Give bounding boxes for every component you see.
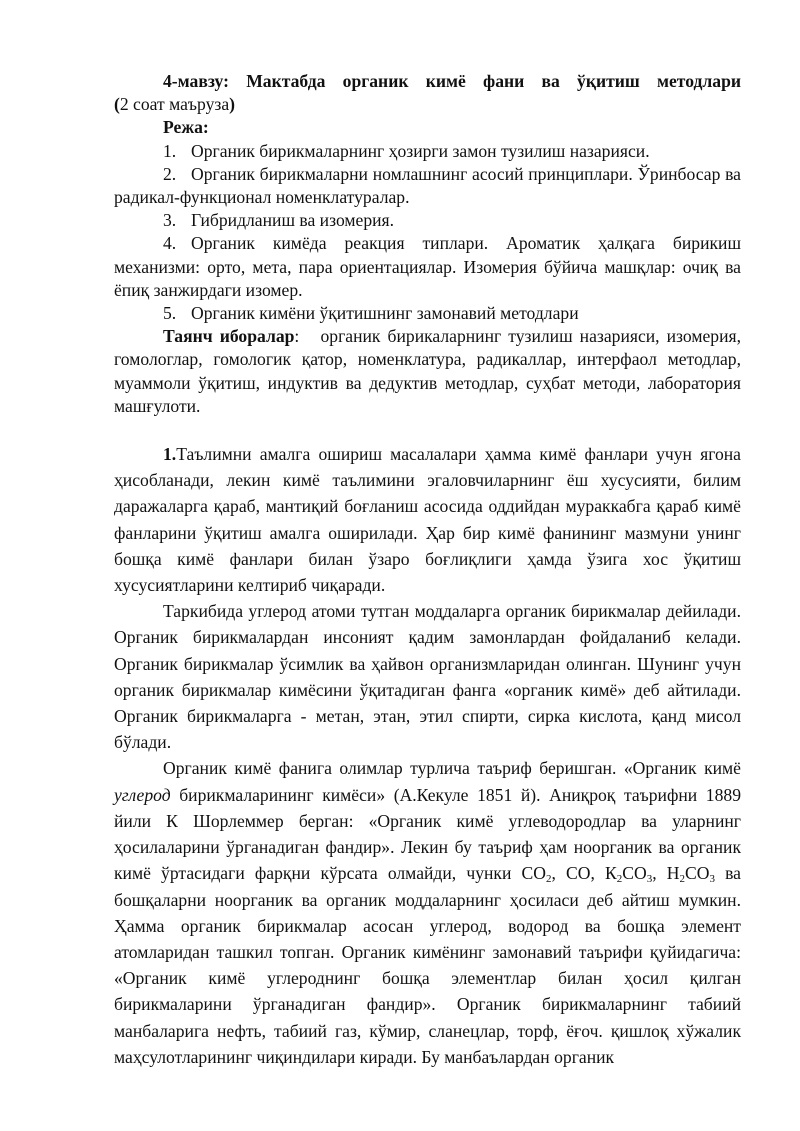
document-page — [114, 70, 741, 1070]
plan-item-3 — [114, 209, 741, 232]
paragraph-text: ва бошқаларни ноорганик ва органик моддаларнинг ҳосиласи деб айтиш мумкин. Ҳамма органик бирикмалар асосан углерод, водород ва бошқа элемент атомларидан ташкил топган. Органик кимёнинг замонавий таърифи қуйидагича: «Органик кимё углероднинг бошқа элементлар билан ҳосил қилган бирикмаларини ўрганадиган фандир». Органик бирикмаларнинг табиий манбаларига нефть, табиий газ, кўмир, сланецлар, торф, ёғоч. қишлоқ хўжалик маҳсулотларининг чиқиндилари киради. Бу манбаълардан органик — [114, 863, 741, 1067]
paragraph-text: СО — [622, 863, 647, 884]
plan-item-text: Органик бирикмаларни номлашнинг асосий принциплари. Ўринбосар ва радикал-функционал номенклатуралар. — [114, 163, 741, 208]
plan-item-text: Органик кимёда реакция типлари. Ароматик ҳалқага бирикиш механизми: орто, мета, пара ориентациялар. Изомерия бўйича машқлар: очиқ ва ёпиқ занжирдаги изомер. — [114, 233, 741, 300]
lecture-hours — [114, 93, 741, 116]
topic-title — [114, 70, 741, 93]
keywords-label: Таянч иборалар — [163, 326, 295, 347]
hours-text: 2 соат маъруза — [119, 94, 230, 115]
subscript: 3 — [646, 873, 653, 886]
plan-item-number: 5. — [163, 303, 177, 324]
plan-item-number: 3. — [163, 210, 177, 231]
plan-item-4 — [114, 232, 741, 302]
hours-open-paren: ( — [114, 94, 120, 115]
body-paragraph-1 — [114, 441, 741, 598]
paragraph-text: Органик кимё фанига олимлар турлича таъриф беришган. «Органик кимё — [163, 758, 741, 779]
body-paragraph-2: Таркибида углерод атоми тутган моддаларга органик бирикмалар дейилади. Органик бирикмалардан инсоният қадим замонлардан фойдаланиб келади. Органик бирикмалар ўсимлик ва ҳайвон организмларидан олинган. Шунинг учун органик бирикмалар кимёсини ўқитадиган фанга «органик кимё» деб айтилади. Органик бирикмаларга - метан, этан, этил спирти, сирка кислота, қанд мисол бўлади. — [114, 601, 741, 753]
paragraph-text: бирикмаларининг кимёси» (А.Кекуле 1851 й). Аниқроқ таърифни 1889 йили К Шорлеммер берган: «Органик кимё углеводородлар ва уларнинг ҳосилаларини ўрганадиган фандир». Лекин бу таъриф ҳам ноорганик ва органик кимё ўртасидаги фарқни кўрсата олмайди, чунки СО — [114, 784, 741, 884]
plan-item-number: 2. — [163, 163, 177, 184]
keywords-colon: : — [294, 326, 300, 347]
body-text — [114, 441, 741, 1070]
plan-item-1 — [114, 140, 741, 163]
keywords-paragraph — [114, 325, 741, 418]
hours-close-paren: ) — [229, 94, 236, 115]
plan-item-text: Органик бирикмаларнинг ҳозирги замон тузилиш назарияси. — [191, 140, 650, 161]
section-gap — [114, 418, 741, 441]
subscript: 2 — [616, 873, 623, 886]
plan-item-text: Органик кимёни ўқитишнинг замонавий методлари — [191, 303, 579, 324]
paragraph-text: СО — [684, 863, 710, 884]
subscript: 3 — [709, 873, 715, 886]
subscript: 2 — [545, 873, 552, 886]
topic-title-text: 4-мавзу: Мактабда органик кимё фани ва ўқитиш методлари — [163, 71, 741, 91]
plan-item-number: 4. — [163, 233, 177, 254]
paragraph-text: , СО, К — [551, 863, 617, 884]
paragraph-text: Таълимни амалга ошириш масалалари ҳамма кимё фанлари учун ягона ҳисобланади, лекин кимё таълимини эгаловчиларнинг ёш хусусияти, билим даражаларга қараб, мантиқий боғланиш асосида оддийдан мураккабга қараб кимё фанларини ўқитиш амалга оширилади. Ҳар бир кимё фанининг мазмуни унинг бошқа кимё фанлари билан ўзаро боғлиқлиги ҳамда ўзига хос ўқитиш хусусиятларини келтириб чиқаради. — [114, 444, 741, 596]
italic-term: углерод — [114, 784, 171, 805]
keywords-text: органик бирикаларнинг тузилиш назарияси, изомерия, гомологлар, гомологик қатор, номенклатура, радикаллар, интерфаол методлар, муаммоли ўқитиш, индуктив ва дедуктив методлар, суҳбат методи, лаборатория машғулоти. — [114, 326, 742, 416]
paragraph-number: 1. — [163, 444, 177, 465]
plan-item-number: 1. — [163, 140, 177, 161]
paragraph-text: , Н — [652, 863, 680, 884]
body-paragraph-3 — [114, 755, 741, 1069]
plan-item-5 — [114, 302, 741, 325]
subscript: 2 — [679, 873, 685, 886]
plan-item-text: Гибридланиш ва изомерия. — [191, 210, 395, 231]
plan-item-2 — [114, 163, 741, 209]
plan-label: Режа: — [163, 117, 209, 138]
